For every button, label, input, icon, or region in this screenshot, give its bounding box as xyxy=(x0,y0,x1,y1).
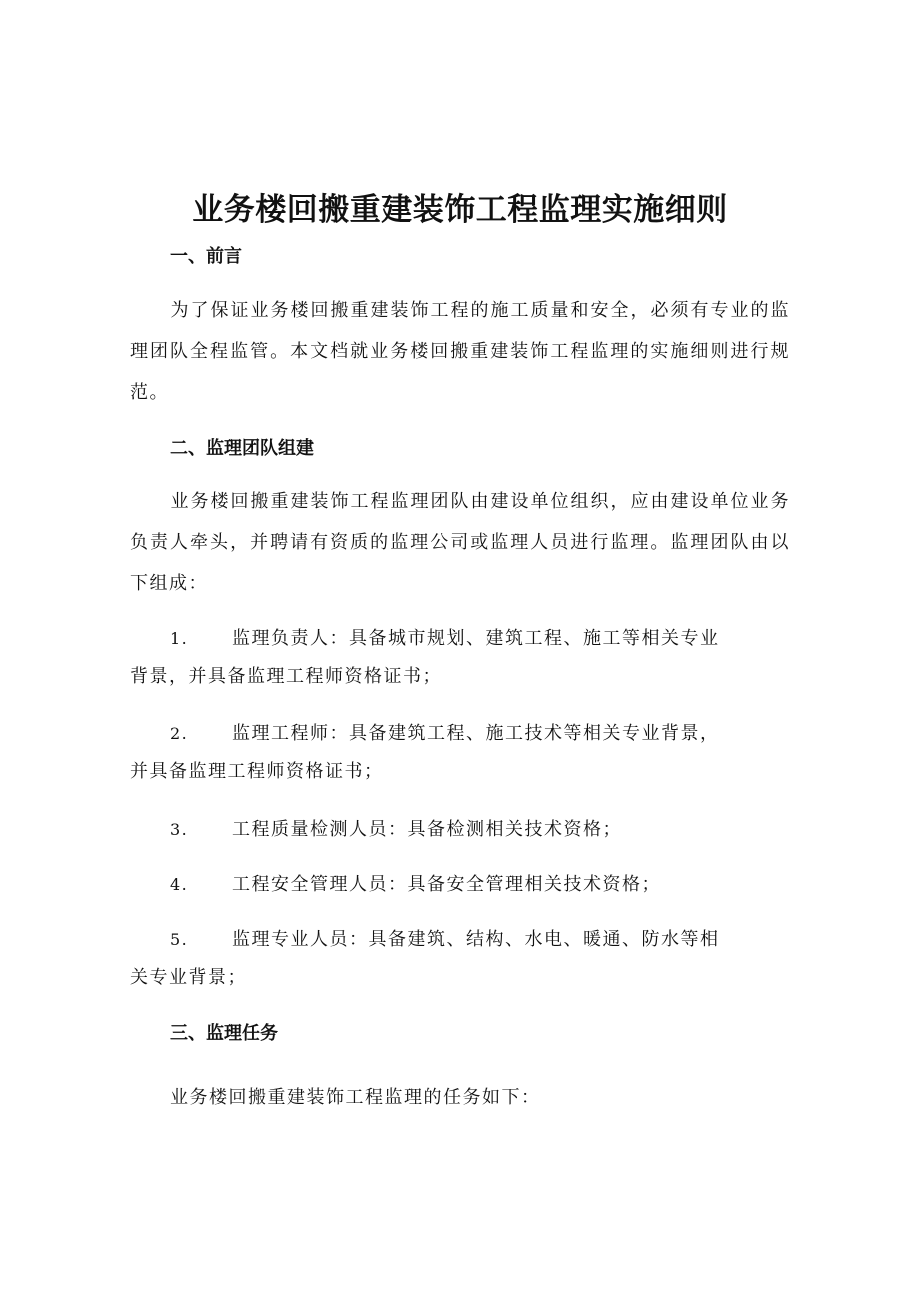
list-item xyxy=(130,715,770,791)
list-item-number: 2. xyxy=(170,724,189,743)
list-item-text-continued: 背景，并具备监理工程师资格证书； xyxy=(130,666,442,687)
list-item-text-continued: 并具备监理工程师资格证书； xyxy=(130,761,384,782)
list-item xyxy=(130,866,770,904)
list-item-text: 监理专业人员：具备建筑、结构、水电、暖通、防水等相 xyxy=(232,929,720,950)
list-item-number: 4. xyxy=(170,875,189,894)
paragraph-text: 业务楼回搬重建装饰工程监理的任务如下： xyxy=(170,1087,541,1108)
list-item xyxy=(130,921,770,997)
section-heading-tasks: 三、监理任务 xyxy=(170,1023,278,1044)
document-title: 业务楼回搬重建装饰工程监理实施细则 xyxy=(192,192,728,228)
list-item xyxy=(130,620,770,696)
section-heading-preface: 一、前言 xyxy=(170,246,242,267)
list-item-text-continued: 关专业背景； xyxy=(130,967,247,988)
list-item-text: 工程质量检测人员：具备检测相关技术资格； xyxy=(232,819,622,840)
list-item-text: 监理负责人：具备城市规划、建筑工程、施工等相关专业 xyxy=(232,628,720,649)
section-heading-team: 二、监理团队组建 xyxy=(170,438,314,459)
list-item xyxy=(130,811,770,849)
list-item-number: 5. xyxy=(170,930,189,949)
list-item-text: 监理工程师：具备建筑工程、施工技术等相关专业背景， xyxy=(232,723,720,744)
list-item-number: 3. xyxy=(170,820,189,839)
list-item-text: 工程安全管理人员：具备安全管理相关技术资格； xyxy=(232,874,661,895)
list-item-number: 1. xyxy=(170,629,189,648)
section-paragraph-tasks xyxy=(130,1077,790,1118)
section-paragraph-preface xyxy=(130,290,790,413)
paragraph-text: 业务楼回搬重建装饰工程监理团队由建设单位组织，应由建设单位业务负责人牵头，并聘请有资质的监理公司或监理人员进行监理。监理团队由以下组成： xyxy=(130,491,790,594)
paragraph-text: 为了保证业务楼回搬重建装饰工程的施工质量和安全，必须有专业的监理团队全程监管。本文档就业务楼回搬重建装饰工程监理的实施细则进行规范。 xyxy=(130,300,790,403)
section-paragraph-team xyxy=(130,481,790,604)
